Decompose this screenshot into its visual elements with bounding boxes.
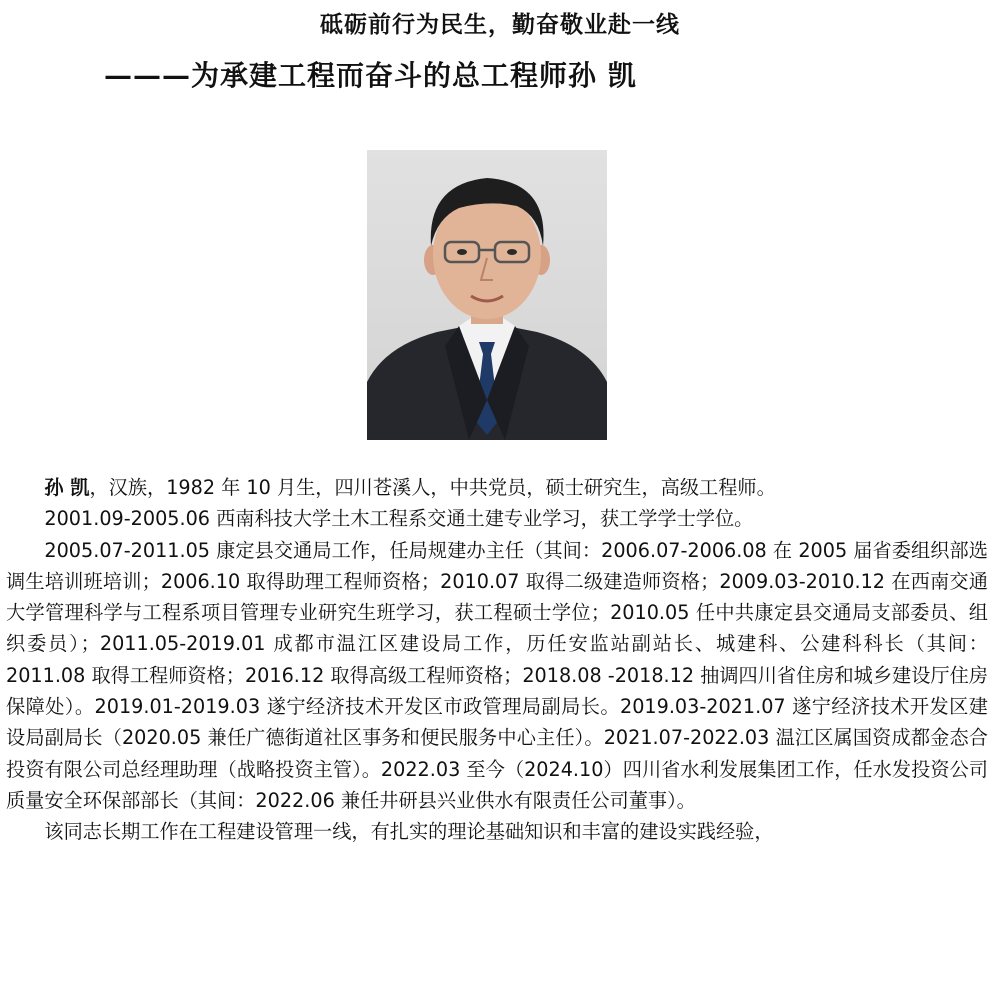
intro-text: ，汉族，1982 年 10 月生，四川苍溪人，中共党员，硕士研究生，高级工程师。 (89, 476, 776, 499)
summary-paragraph: 该同志长期工作在工程建设管理一线，有扎实的理论基础知识和丰富的建设实践经验， (44, 820, 774, 844)
person-name: 孙 凯 (44, 476, 90, 499)
article-body (6, 472, 988, 848)
intro-paragraph (6, 472, 988, 503)
article-subtitle: ———为承建工程而奋斗的总工程师孙 凯 (104, 59, 637, 92)
career-paragraph: 2005.07-2011.05 康定县交通局工作，任局规建办主任（其间：2006.07-2006.08 在 2005 届省委组织部选调生培训班培训；2006.10 取得助理工程师资格；2010.07 取得二级建造师资格；2009.03-2010.12 在西南交通大学管理科学与工程系项目管理专业研究生班学习，获工程硕士学位；2010.05 任中共康定县交通局支部委员、组织委员）；2011.05-2019.01 成都市温江区建设局工作，历任安监站副站长、城建科、公建科科长（其间：2011.08 取得工程师资格；2016.12 取得高级工程师资格；2018.08 -2018.12 抽调四川省住房和城乡建设厅住房保障处）。2019.01-2019.03 遂宁经济技术开发区市政管理局副局长。2019.03-2021.07 遂宁经济技术开发区建设局副局长（2020.05 兼任广德街道社区事务和便民服务中心主任）。2021.07-2022.03 温江区属国资成都金态合投资有限公司总经理助理（战略投资主管）。2022.03 至今（2024.10）四川省水利发展集团工作，任水发投资公司质量安全环保部部长（其间：2022.06 兼任井研县兴业供水有限责任公司董事）。 (6, 538, 988, 812)
education-paragraph: 2001.09-2005.06 西南科技大学土木工程系交通土建专业学习，获工学学士学位。 (44, 507, 754, 531)
article-title: 砥砺前行为民生，勤奋敬业赴一线 (320, 11, 680, 38)
portrait-photo (367, 150, 607, 440)
